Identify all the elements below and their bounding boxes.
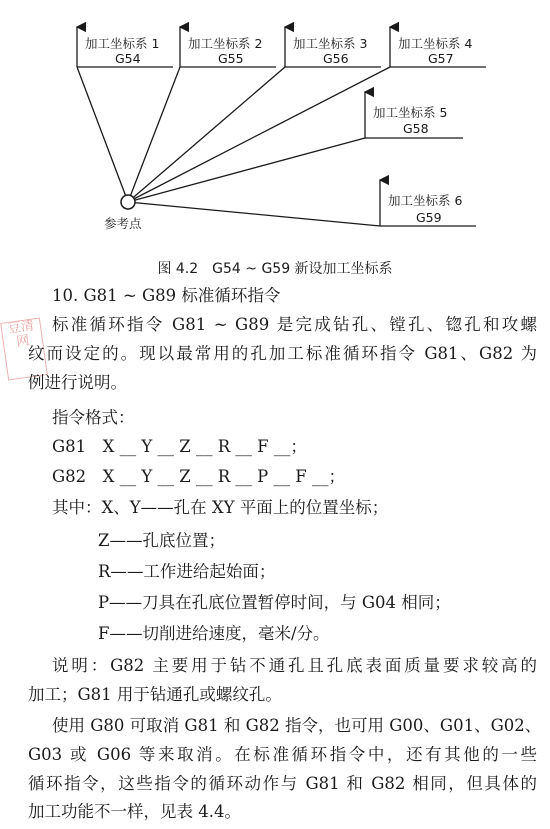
- param-p: P——刀具在孔底位置暂停时间，与 G04 相同；: [98, 593, 451, 612]
- coordinate-system-4-code: G57: [428, 51, 454, 66]
- paragraph-line: G03 或 G06 等来取消。在标准循环指令中，还有其他的一些: [28, 745, 537, 764]
- coordinate-system-1-code: G54: [115, 51, 141, 66]
- g82-format: G82 X __ Y __ Z __ R __ P __ F __；: [52, 467, 345, 486]
- param-z: Z——孔底位置；: [98, 531, 225, 550]
- coordinate-system-3-code: G56: [323, 51, 349, 66]
- coordinate-system-2-code: G55: [218, 51, 244, 66]
- paragraph-line: 纹而设定的。现以最常用的孔加工标准循环指令 G81、G82 为: [28, 344, 537, 363]
- reference-point-marker: [121, 195, 135, 209]
- paragraph-line: 使用 G80 可取消 G81 和 G82 指令，也可用 G00、G01、G02、: [52, 716, 542, 735]
- watermark-stamp: 豆清网: [0, 317, 48, 380]
- coordinate-system-4-label: 加工坐标系 4: [398, 36, 473, 51]
- coordinate-system-1-label: 加工坐标系 1: [85, 36, 160, 51]
- paragraph-line: 例进行说明。: [28, 373, 127, 392]
- note-line: 说明：G82 主要用于钻不通孔且孔底表面质量要求较高的: [52, 656, 537, 675]
- coordinate-system-2-label: 加工坐标系 2: [188, 36, 263, 51]
- coordinate-systems-diagram: [0, 0, 550, 255]
- coordinate-system-5-label: 加工坐标系 5: [373, 105, 448, 120]
- param-xy: 其中：X、Y——孔在 XY 平面上的位置坐标；: [52, 498, 389, 517]
- coordinate-system-6-label: 加工坐标系 6: [388, 193, 463, 208]
- section-heading: 10. G81 ~ G89 标准循环指令: [52, 286, 281, 305]
- note-line: 加工；G81 用于钻通孔或螺纹孔。: [28, 685, 282, 704]
- reference-point-label: 参考点: [104, 216, 142, 231]
- format-heading: 指令格式：: [52, 408, 135, 427]
- coordinate-system-5-code: G58: [403, 121, 429, 136]
- figure-caption: 图 4.2 G54 ~ G59 新设加工坐标系: [157, 261, 393, 277]
- paragraph-line: 加工功能不一样，见表 4.4。: [28, 802, 241, 821]
- paragraph-line: 标准循环指令 G81 ~ G89 是完成钻孔、镗孔、锪孔和攻螺: [52, 315, 537, 334]
- param-r: R——工作进给起始面；: [98, 562, 276, 581]
- g81-format: G81 X __ Y __ Z __ R __ F __；: [52, 437, 307, 456]
- paragraph-line: 循环指令，这些指令的循环动作与 G81 和 G82 相同，但具体的: [28, 774, 537, 793]
- param-f: F——切削进给速度，毫米/分。: [98, 624, 330, 643]
- coordinate-system-6-code: G59: [416, 210, 442, 225]
- coordinate-system-3-label: 加工坐标系 3: [293, 36, 368, 51]
